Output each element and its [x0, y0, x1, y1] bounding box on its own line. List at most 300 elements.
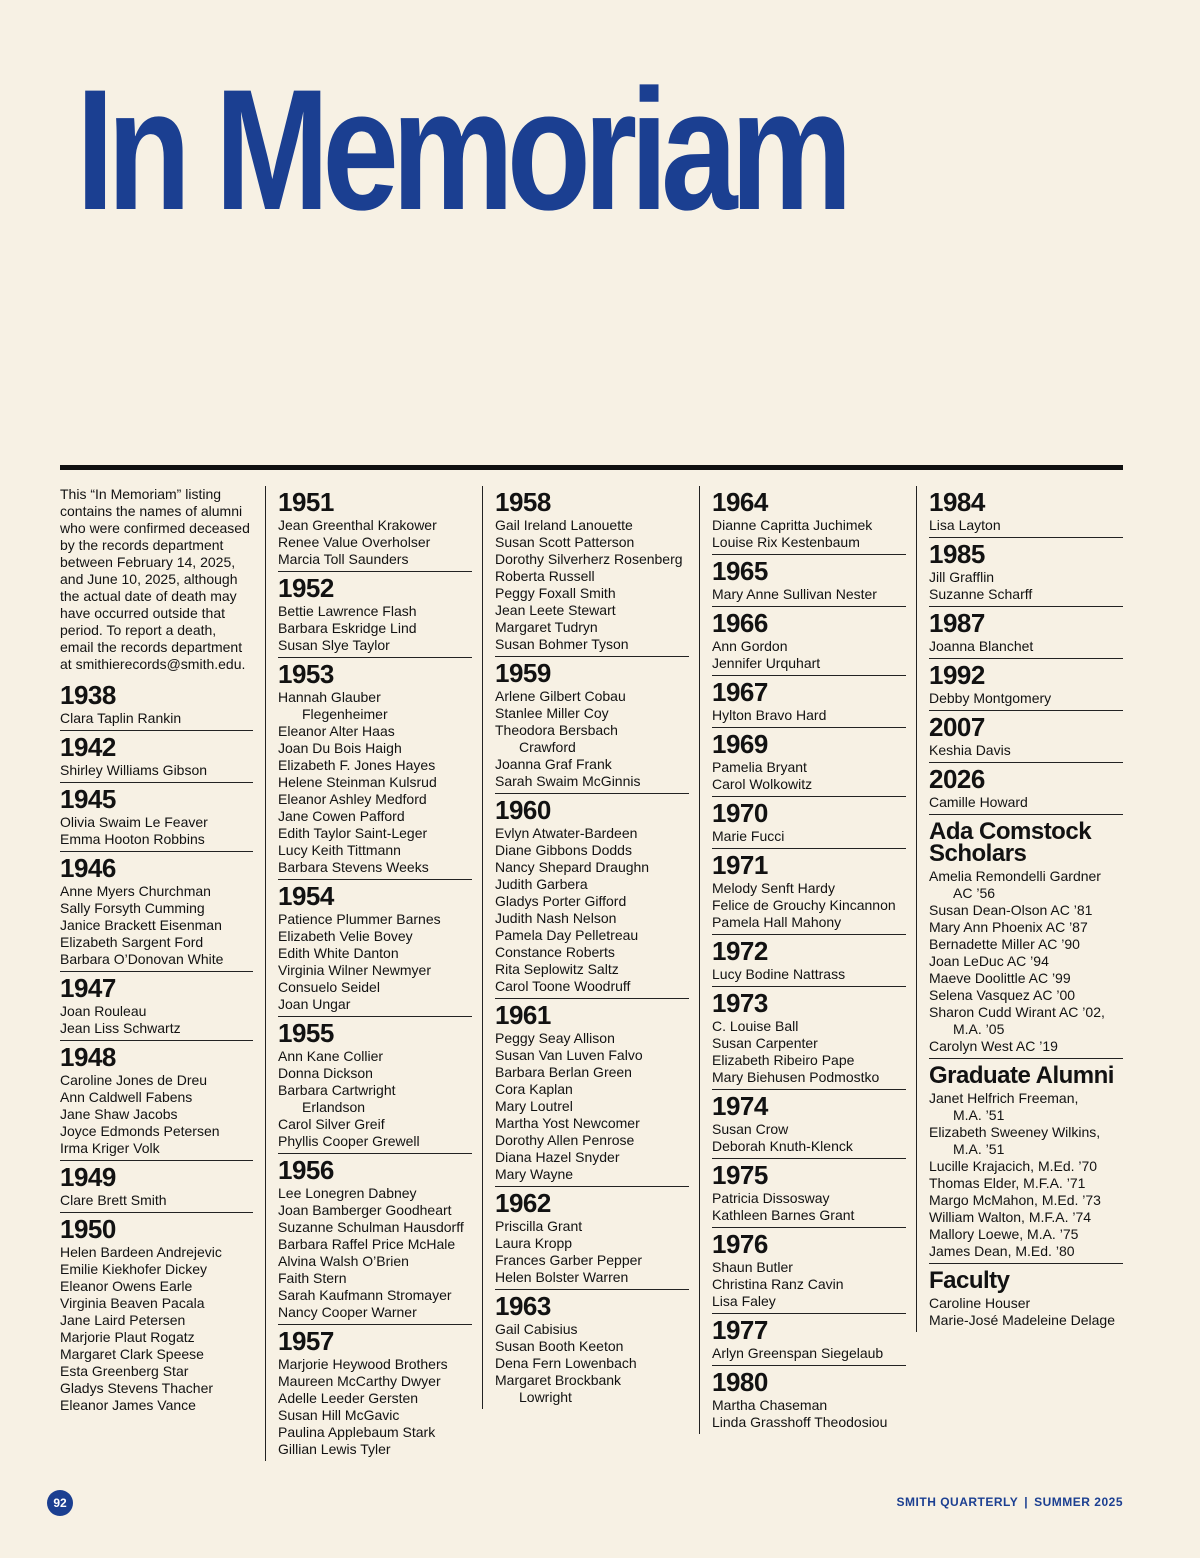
alumna-name: Constance Roberts — [495, 944, 615, 960]
class-year-block — [712, 1228, 906, 1314]
name-list — [278, 517, 472, 568]
alumna-name: Nancy Shepard Draughn — [495, 859, 650, 875]
alumna-name: Lucy Keith Tittmann — [278, 842, 401, 858]
alumna-name: Margaret Clark Speese — [60, 1346, 204, 1362]
alumna-name: Keshia Davis — [929, 742, 1011, 758]
class-year-block — [60, 852, 253, 972]
class-year-block — [712, 486, 906, 555]
alumna-name: Eleanor Alter Haas — [278, 723, 395, 739]
alumna-name: Erlandson — [302, 1099, 366, 1115]
class-year: 1965 — [712, 556, 768, 586]
class-year: 1971 — [712, 850, 768, 880]
alumna-name: Clara Taplin Rankin — [60, 710, 182, 726]
class-year-block — [712, 676, 906, 728]
alumna-name: Elizabeth Velie Bovey — [278, 928, 413, 944]
class-year-block — [712, 1314, 906, 1366]
name-list — [60, 710, 253, 727]
alumna-name: Marcia Toll Saunders — [278, 551, 409, 567]
alumna-name: Christina Ranz Cavin — [712, 1276, 844, 1292]
name-list — [60, 1192, 253, 1209]
alumna-name: Jean Leete Stewart — [495, 602, 616, 618]
alumna-name: Marie Fucci — [712, 828, 785, 844]
alumna-name: Consuelo Seidel — [278, 979, 380, 995]
name-list — [929, 868, 1123, 1055]
name-list — [712, 1121, 906, 1155]
class-year-block — [278, 486, 472, 572]
issue-name: SUMMER 2025 — [1034, 1495, 1123, 1509]
alumna-name: Elizabeth Ribeiro Pape — [712, 1052, 855, 1068]
alumna-name: Joan LeDuc AC ’94 — [929, 953, 1049, 969]
class-year-block — [495, 1187, 689, 1290]
alumna-name: Jean Greenthal Krakower — [278, 517, 437, 533]
alumna-name: Joan Du Bois Haigh — [278, 740, 402, 756]
alumna-name: Frances Garber Pepper — [495, 1252, 643, 1268]
alumna-name: Suzanne Schulman Hausdorff — [278, 1219, 464, 1235]
alumna-name: Janice Brackett Eisenman — [60, 917, 222, 933]
alumna-name: Barbara Berlan Green — [495, 1064, 632, 1080]
alumna-name: Peggy Foxall Smith — [495, 585, 616, 601]
class-year-block — [60, 1041, 253, 1161]
alumna-name: Kathleen Barnes Grant — [712, 1207, 855, 1223]
alumna-name: James Dean, M.Ed. ’80 — [929, 1243, 1075, 1259]
alumna-name: C. Louise Ball — [712, 1018, 799, 1034]
class-year-block — [712, 1366, 906, 1434]
class-year: 1992 — [929, 660, 985, 690]
class-year: 1950 — [60, 1214, 116, 1244]
alumna-name: Carol Silver Greif — [278, 1116, 385, 1132]
class-year: 1957 — [278, 1326, 334, 1356]
alumna-name: Rita Seplowitz Saltz — [495, 961, 619, 977]
alumna-name: Susan Slye Taylor — [278, 637, 390, 653]
class-year-block — [929, 486, 1123, 538]
alumna-name: Jane Shaw Jacobs — [60, 1106, 178, 1122]
class-year: 1987 — [929, 608, 985, 638]
name-list — [929, 742, 1123, 759]
alumna-name: Elizabeth Sargent Ford — [60, 934, 204, 950]
alumna-name: Mallory Loewe, M.A. ’75 — [929, 1226, 1079, 1242]
alumna-name: Joyce Edmonds Petersen — [60, 1123, 220, 1139]
class-year-block — [60, 731, 253, 783]
class-year-block — [278, 1325, 472, 1461]
alumna-name: Diane Gibbons Dodds — [495, 842, 632, 858]
name-list — [712, 1397, 906, 1431]
alumna-name: Ann Kane Collier — [278, 1048, 384, 1064]
alumna-name: Dianne Capritta Juchimek — [712, 517, 873, 533]
class-year: 1956 — [278, 1155, 334, 1185]
class-year-block — [929, 607, 1123, 659]
alumna-name: M.A. ’51 — [953, 1107, 1005, 1123]
alumna-name: Hylton Bravo Hard — [712, 707, 827, 723]
name-list — [929, 794, 1123, 811]
class-year-block — [278, 880, 472, 1017]
name-list — [712, 880, 906, 931]
alumna-name: Deborah Knuth-Klenck — [712, 1138, 853, 1154]
column-1 — [60, 486, 253, 1417]
class-year-block — [712, 1090, 906, 1159]
name-list — [60, 1003, 253, 1037]
name-list — [712, 517, 906, 551]
top-rule — [60, 465, 1123, 470]
alumna-name: Nancy Cooper Warner — [278, 1304, 417, 1320]
name-list — [712, 638, 906, 672]
alumna-name: Paulina Applebaum Stark — [278, 1424, 436, 1440]
alumna-name: Virginia Beaven Pacala — [60, 1295, 205, 1311]
class-year: 1960 — [495, 795, 551, 825]
alumna-name: Gladys Porter Gifford — [495, 893, 627, 909]
class-year: 1972 — [712, 936, 768, 966]
name-list — [929, 1090, 1123, 1260]
alumna-name: Hannah Glauber — [278, 689, 381, 705]
name-list — [495, 688, 689, 790]
alumna-name: Felice de Grouchy Kincannon — [712, 897, 896, 913]
name-list — [495, 1218, 689, 1286]
alumna-name: Donna Dickson — [278, 1065, 373, 1081]
class-year-block — [495, 794, 689, 999]
name-list — [929, 569, 1123, 603]
name-list — [278, 603, 472, 654]
footer-separator: | — [1024, 1495, 1029, 1509]
class-year-block — [712, 849, 906, 935]
alumna-name: Emilie Kiekhofer Dickey — [60, 1261, 208, 1277]
class-year-block — [712, 935, 906, 987]
alumna-name: Eleanor Owens Earle — [60, 1278, 193, 1294]
class-year-block — [712, 797, 906, 849]
alumna-name: Stanlee Miller Coy — [495, 705, 609, 721]
class-year-block — [495, 486, 689, 657]
alumna-name: Susan Carpenter — [712, 1035, 818, 1051]
alumna-name: Evlyn Atwater-Bardeen — [495, 825, 638, 841]
class-year: 1962 — [495, 1188, 551, 1218]
class-year-block — [495, 999, 689, 1187]
alumna-name: Shaun Butler — [712, 1259, 793, 1275]
alumna-name: Martha Chaseman — [712, 1397, 828, 1413]
alumna-name: Priscilla Grant — [495, 1218, 583, 1234]
alumna-name: Irma Kriger Volk — [60, 1140, 160, 1156]
alumna-name: Theodora Bersbach — [495, 722, 618, 738]
class-year: 2007 — [929, 712, 985, 742]
alumna-name: Mary Anne Sullivan Nester — [712, 586, 877, 602]
class-year: 1975 — [712, 1160, 768, 1190]
alumna-name: William Walton, M.F.A. ’74 — [929, 1209, 1092, 1225]
alumna-name: Joanna Graf Frank — [495, 756, 612, 772]
name-list — [495, 1030, 689, 1183]
class-year-block — [712, 728, 906, 797]
class-year-block — [712, 607, 906, 676]
alumna-name: Carol Toone Woodruff — [495, 978, 631, 994]
column-5 — [916, 486, 1123, 1332]
class-year: 1945 — [60, 784, 116, 814]
alumna-name: Virginia Wilner Newmyer — [278, 962, 432, 978]
class-year: 1974 — [712, 1091, 768, 1121]
class-year: 1953 — [278, 659, 334, 689]
name-list — [60, 1072, 253, 1157]
name-list — [929, 690, 1123, 707]
alumna-name: Joan Rouleau — [60, 1003, 147, 1019]
class-year: 1961 — [495, 1000, 551, 1030]
class-year: 1980 — [712, 1367, 768, 1397]
alumna-name: Elizabeth Sweeney Wilkins, — [929, 1124, 1101, 1140]
alumna-name: Judith Garbera — [495, 876, 588, 892]
name-list — [929, 1295, 1123, 1329]
alumna-name: Barbara Eskridge Lind — [278, 620, 417, 636]
class-year-block — [278, 658, 472, 880]
alumna-name: Joan Bamberger Goodheart — [278, 1202, 452, 1218]
alumna-name: Lisa Faley — [712, 1293, 776, 1309]
alumna-name: Margaret Tudryn — [495, 619, 598, 635]
class-year: 1947 — [60, 973, 116, 1003]
column-4 — [699, 486, 906, 1434]
alumna-name: Pamela Day Pelletreau — [495, 927, 639, 943]
class-year: 1949 — [60, 1162, 116, 1192]
name-list — [60, 1244, 253, 1414]
class-year: 1984 — [929, 487, 985, 517]
class-year-block — [929, 711, 1123, 763]
alumna-name: Adelle Leeder Gersten — [278, 1390, 419, 1406]
alumna-name: Roberta Russell — [495, 568, 595, 584]
class-year: 1955 — [278, 1018, 334, 1048]
alumna-name: Martha Yost Newcomer — [495, 1115, 640, 1131]
class-year-block — [60, 679, 253, 731]
alumna-name: Camille Howard — [929, 794, 1028, 810]
alumna-name: Sarah Swaim McGinnis — [495, 773, 641, 789]
alumna-name: Sarah Kaufmann Stromayer — [278, 1287, 452, 1303]
class-year: 1951 — [278, 487, 334, 517]
name-list — [278, 1185, 472, 1321]
alumna-name: Flegenheimer — [302, 706, 388, 722]
class-year: 1938 — [60, 680, 116, 710]
alumna-name: Maureen McCarthy Dwyer — [278, 1373, 441, 1389]
alumna-name: Susan Booth Keeton — [495, 1338, 624, 1354]
alumna-name: M.A. ’05 — [953, 1021, 1005, 1037]
alumna-name: Joanna Blanchet — [929, 638, 1034, 654]
alumna-name: Caroline Jones de Dreu — [60, 1072, 208, 1088]
class-year-block — [60, 1213, 253, 1417]
class-year: 1963 — [495, 1291, 551, 1321]
alumna-name: Suzanne Scharff — [929, 586, 1033, 602]
alumna-name: Margaret Brockbank — [495, 1372, 622, 1388]
alumna-name: Susan Hill McGavic — [278, 1407, 400, 1423]
name-list — [712, 759, 906, 793]
alumna-name: Lucy Bodine Nattrass — [712, 966, 846, 982]
class-year: 2026 — [929, 764, 985, 794]
class-year: 1976 — [712, 1229, 768, 1259]
alumna-name: Shirley Williams Gibson — [60, 762, 208, 778]
alumna-name: Marjorie Heywood Brothers — [278, 1356, 448, 1372]
class-year-block — [929, 538, 1123, 607]
name-list — [712, 828, 906, 845]
alumna-name: Carolyn West AC ’19 — [929, 1038, 1058, 1054]
alumna-name: Bernadette Miller AC ’90 — [929, 936, 1080, 952]
alumna-name: Dorothy Allen Penrose — [495, 1132, 635, 1148]
alumna-name: Debby Montgomery — [929, 690, 1052, 706]
alumna-name: Mary Ann Phoenix AC ’87 — [929, 919, 1088, 935]
class-year: 1946 — [60, 853, 116, 883]
name-list — [60, 762, 253, 779]
alumna-name: Elizabeth F. Jones Hayes — [278, 757, 436, 773]
section-heading: Graduate Alumni — [929, 1062, 1114, 1089]
name-list — [495, 825, 689, 995]
alumna-name: Dena Fern Lowenbach — [495, 1355, 637, 1371]
class-year-block — [60, 783, 253, 852]
page-title: In Memoriam — [76, 54, 846, 246]
class-year-block — [278, 572, 472, 658]
name-list — [278, 1048, 472, 1150]
alumna-name: Olivia Swaim Le Feaver — [60, 814, 208, 830]
class-year: 1969 — [712, 729, 768, 759]
alumna-name: Patience Plummer Barnes — [278, 911, 441, 927]
alumna-name: Faith Stern — [278, 1270, 347, 1286]
alumna-name: Melody Senft Hardy — [712, 880, 835, 896]
alumna-name: Maeve Doolittle AC ’99 — [929, 970, 1071, 986]
class-year-block — [929, 659, 1123, 711]
class-year-block — [712, 1159, 906, 1228]
alumna-name: Arlyn Greenspan Siegelaub — [712, 1345, 884, 1361]
section-heading: Ada Comstock Scholars — [929, 818, 1092, 867]
class-year-block — [278, 1154, 472, 1325]
alumna-name: Gail Cabisius — [495, 1321, 578, 1337]
class-year: 1967 — [712, 677, 768, 707]
alumna-name: Emma Hooton Robbins — [60, 831, 205, 847]
name-list — [278, 689, 472, 876]
class-year-block — [278, 1017, 472, 1154]
alumna-name: Susan Crow — [712, 1121, 789, 1137]
name-list — [712, 1190, 906, 1224]
name-list — [712, 1345, 906, 1362]
page-number: 92 — [47, 1490, 73, 1516]
alumna-name: Joan Ungar — [278, 996, 351, 1012]
name-list — [278, 1356, 472, 1458]
alumna-name: Barbara O’Donovan White — [60, 951, 224, 967]
alumna-name: Anne Myers Churchman — [60, 883, 211, 899]
alumna-name: Thomas Elder, M.F.A. ’71 — [929, 1175, 1086, 1191]
alumna-name: Sharon Cudd Wirant AC ’02, — [929, 1004, 1105, 1020]
alumna-name: Ann Caldwell Fabens — [60, 1089, 193, 1105]
alumna-name: Helen Bolster Warren — [495, 1269, 629, 1285]
class-year: 1942 — [60, 732, 116, 762]
name-list — [60, 814, 253, 848]
alumna-name: Barbara Cartwright — [278, 1082, 396, 1098]
name-list — [929, 517, 1123, 534]
class-year-block — [495, 657, 689, 794]
alumna-name: Gillian Lewis Tyler — [278, 1441, 391, 1457]
alumna-name: Phyllis Cooper Grewell — [278, 1133, 420, 1149]
alumna-name: Patricia Dissosway — [712, 1190, 830, 1206]
alumna-name: Susan Bohmer Tyson — [495, 636, 629, 652]
class-year: 1958 — [495, 487, 551, 517]
column-2 — [265, 486, 472, 1461]
alumna-name: Susan Dean-Olson AC ’81 — [929, 902, 1093, 918]
class-year: 1970 — [712, 798, 768, 828]
class-year-block — [929, 763, 1123, 815]
class-year-block — [495, 1290, 689, 1409]
alumna-name: Barbara Stevens Weeks — [278, 859, 429, 875]
alumna-name: Eleanor Ashley Medford — [278, 791, 427, 807]
class-year: 1948 — [60, 1042, 116, 1072]
alumna-name: Arlene Gilbert Cobau — [495, 688, 626, 704]
alumna-name: Gladys Stevens Thacher — [60, 1380, 214, 1396]
alumna-name: Helene Steinman Kulsrud — [278, 774, 437, 790]
alumna-name: Dorothy Silverherz Rosenberg — [495, 551, 683, 567]
alumna-name: Jean Liss Schwartz — [60, 1020, 181, 1036]
alumna-name: Jill Grafflin — [929, 569, 995, 585]
alumna-name: Diana Hazel Snyder — [495, 1149, 620, 1165]
alumna-name: Janet Helfrich Freeman, — [929, 1090, 1079, 1106]
alumna-name: Lee Lonegren Dabney — [278, 1185, 417, 1201]
alumna-name: Margo McMahon, M.Ed. ’73 — [929, 1192, 1101, 1208]
alumna-name: AC ’56 — [953, 885, 996, 901]
alumna-name: Selena Vasquez AC ’00 — [929, 987, 1076, 1003]
alumna-name: Bettie Lawrence Flash — [278, 603, 417, 619]
alumna-name: Eleanor James Vance — [60, 1397, 196, 1413]
name-list — [278, 911, 472, 1013]
publication-name: SMITH QUARTERLY — [896, 1495, 1019, 1509]
alumna-name: Barbara Raffel Price McHale — [278, 1236, 456, 1252]
alumna-name: Esta Greenberg Star — [60, 1363, 189, 1379]
alumna-name: Carol Wolkowitz — [712, 776, 813, 792]
section-heading: Faculty — [929, 1267, 1010, 1294]
class-year-block — [712, 555, 906, 607]
alumna-name: Jennifer Urquhart — [712, 655, 821, 671]
alumna-name: M.A. ’51 — [953, 1141, 1005, 1157]
section-block — [929, 1059, 1123, 1264]
class-year: 1973 — [712, 988, 768, 1018]
class-year: 1985 — [929, 539, 985, 569]
name-list — [712, 586, 906, 603]
class-year-block — [60, 1161, 253, 1213]
alumna-name: Susan Scott Patterson — [495, 534, 635, 550]
name-list — [712, 1018, 906, 1086]
name-list — [495, 517, 689, 653]
alumna-name: Cora Kaplan — [495, 1081, 573, 1097]
alumna-name: Jane Cowen Pafford — [278, 808, 405, 824]
alumna-name: Ann Gordon — [712, 638, 788, 654]
alumna-name: Pamela Hall Mahony — [712, 914, 842, 930]
class-year: 1959 — [495, 658, 551, 688]
alumna-name: Crawford — [519, 739, 576, 755]
alumna-name: Peggy Seay Allison — [495, 1030, 615, 1046]
alumna-name: Susan Van Luven Falvo — [495, 1047, 643, 1063]
alumna-name: Alvina Walsh O’Brien — [278, 1253, 409, 1269]
name-list — [712, 1259, 906, 1310]
alumna-name: Helen Bardeen Andrejevic — [60, 1244, 222, 1260]
alumna-name: Lucille Krajacich, M.Ed. ’70 — [929, 1158, 1098, 1174]
alumna-name: Mary Wayne — [495, 1166, 574, 1182]
alumna-name: Lisa Layton — [929, 517, 1001, 533]
alumna-name: Caroline Houser — [929, 1295, 1031, 1311]
section-block — [929, 815, 1123, 1059]
class-year: 1952 — [278, 573, 334, 603]
name-list — [929, 638, 1123, 655]
alumna-name: Judith Nash Nelson — [495, 910, 617, 926]
alumna-name: Linda Grasshoff Theodosiou — [712, 1414, 888, 1430]
class-year-block — [60, 972, 253, 1041]
alumna-name: Marjorie Plaut Rogatz — [60, 1329, 195, 1345]
alumna-name: Lowright — [519, 1389, 572, 1405]
alumna-name: Clare Brett Smith — [60, 1192, 167, 1208]
class-year: 1954 — [278, 881, 334, 911]
class-year-block — [712, 987, 906, 1090]
alumna-name: Amelia Remondelli Gardner — [929, 868, 1101, 884]
alumna-name: Gail Ireland Lanouette — [495, 517, 633, 533]
alumna-name: Renee Value Overholser — [278, 534, 431, 550]
alumna-name: Sally Forsyth Cumming — [60, 900, 205, 916]
class-year: 1964 — [712, 487, 768, 517]
alumna-name: Louise Rix Kestenbaum — [712, 534, 860, 550]
name-list — [712, 966, 906, 983]
alumna-name: Mary Loutrel — [495, 1098, 573, 1114]
publication-footer — [897, 1495, 1123, 1509]
alumna-name: Edith Taylor Saint-Leger — [278, 825, 428, 841]
